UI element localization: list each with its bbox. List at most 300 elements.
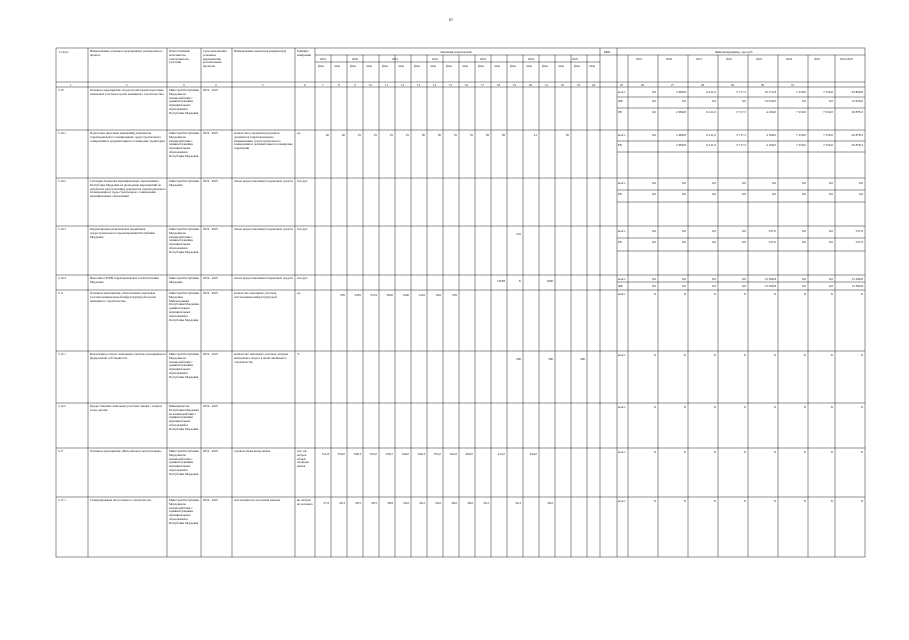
kbk-source: всего xyxy=(618,181,626,185)
col-number: 21 xyxy=(545,83,548,87)
finance-value: X xyxy=(713,292,716,296)
row-executor: Минстрой Республики Мордовия во взаимодействии с администрациями муниципальных образований в Республике Мордовия xyxy=(169,499,199,525)
kbk-source: РБ xyxy=(618,110,622,114)
finance-value: 0,0 xyxy=(651,99,656,103)
indicator-value: 1000 xyxy=(546,279,553,283)
row-term: 2019 - 2025 xyxy=(203,89,218,92)
row-unit: ед. xyxy=(297,132,301,135)
row-unit: % xyxy=(297,353,300,356)
kbk-source: всего xyxy=(618,353,626,357)
finance-value: 0,0 xyxy=(801,99,806,103)
indicator-value: 29,0 xyxy=(403,501,409,505)
header-finance: Финансирование, тыс.руб. xyxy=(715,50,754,54)
col-number: 12 xyxy=(401,83,404,87)
col-number: 10 xyxy=(369,83,372,87)
indicator-value: X xyxy=(518,279,521,283)
col-number: 30 xyxy=(761,83,764,87)
finance-value: 537,0 xyxy=(768,240,776,244)
sub-plan: план xyxy=(462,64,469,68)
row-term: 2019 - 2025 xyxy=(203,499,218,502)
sub-plan: план xyxy=(558,64,565,68)
col-number: 26 xyxy=(641,83,644,87)
indicator-value: 30,0 xyxy=(451,501,457,505)
indicator-value: 30 xyxy=(421,133,425,137)
kbk-source: всего xyxy=(618,450,626,454)
finance-value: 0,0 xyxy=(651,284,656,288)
kbk-source: всего xyxy=(618,133,626,137)
row-name: Основное мероприятие «Ввод жилья в эксплуатацию» xyxy=(90,450,162,453)
year-label: 2020 xyxy=(352,57,358,61)
finance-value: X xyxy=(830,405,833,409)
finance-value: 6 411,0 xyxy=(706,110,716,114)
finance-value: 0,0 xyxy=(711,284,716,288)
sub-fact: факт xyxy=(510,64,517,68)
year-label: 2019 xyxy=(320,57,326,61)
finance-value: X xyxy=(743,292,746,296)
row-unit: тыс.руб. xyxy=(297,228,308,231)
row-code: 5.10 xyxy=(58,89,64,92)
finance-value: X xyxy=(830,499,833,503)
finance-value: 4 169,0 xyxy=(766,110,776,114)
finance-value: 0,0 xyxy=(741,240,746,244)
finance-value: 0,0 xyxy=(858,192,863,196)
finance-value: 13 366,8 xyxy=(764,277,776,281)
indicator-value: 25 xyxy=(357,133,361,137)
finance-value: 0,0 xyxy=(801,192,806,196)
finance-value: 0,0 xyxy=(711,240,716,244)
row-indicator: объем предоставленных бюджетных средств xyxy=(234,180,293,183)
sub-fact: факт xyxy=(574,64,581,68)
finance-value: X xyxy=(830,450,833,454)
indicator-value: 434,0 xyxy=(529,452,537,456)
finance-value: 7 250,0 xyxy=(796,133,806,137)
indicator-value: 30,3 xyxy=(515,501,521,505)
finance-value: 13 366,8 xyxy=(851,277,863,281)
row-unit: кв. метров на человека xyxy=(297,499,313,506)
indicator-value: 400,0 xyxy=(465,452,473,456)
sub-plan: план xyxy=(334,64,341,68)
sub-fact: факт xyxy=(414,64,421,68)
finance-value: 0,0 xyxy=(711,229,716,233)
finance-value: X xyxy=(713,499,716,503)
sub-fact: факт xyxy=(350,64,357,68)
row-name: Внесение в ЕГРН территориальных зон Республики Мордовия xyxy=(90,277,159,284)
finance-value: 7 250,0 xyxy=(823,110,833,114)
sub-fact: факт xyxy=(478,64,485,68)
row-term: 2019 - 2025 xyxy=(203,405,218,408)
indicator-value: 340,0 xyxy=(401,452,409,456)
finance-value: 0,0 xyxy=(828,229,833,233)
finance-value: X xyxy=(803,405,806,409)
finance-value: 0,0 xyxy=(828,99,833,103)
row-unit: тыс.руб. xyxy=(297,180,308,183)
col-number: 18 xyxy=(497,83,500,87)
indicator-value: 30 xyxy=(437,133,441,137)
finance-value: 0,0 xyxy=(681,229,686,233)
fin-year: 2019 xyxy=(636,57,642,61)
col-number: 15 xyxy=(449,83,452,87)
finance-value: 6 411,0 xyxy=(706,133,716,137)
finance-value: 7 250,0 xyxy=(796,90,806,94)
finance-value: 13 366,8 xyxy=(764,284,776,288)
header-name: Наименование основного мероприятия, регионального проекта xyxy=(90,50,163,57)
year-label: 2022 xyxy=(432,57,438,61)
sub-fact: факт xyxy=(318,64,325,68)
row-indicator: количество (совокупное) проектов документов территориального планирования, градостроительного зонирования и документации по планировке территории xyxy=(234,132,293,151)
finance-value: 3 717,5 xyxy=(736,143,746,147)
finance-value: 0,0 xyxy=(681,99,686,103)
indicator-value: 2519 xyxy=(370,293,377,297)
indicator-value: 1240 xyxy=(402,293,409,297)
fin-year: 2021 xyxy=(696,57,702,61)
finance-value: 0,0 xyxy=(651,192,656,196)
finance-value: 537,0 xyxy=(855,229,863,233)
row-term: 2019 - 2025 xyxy=(203,132,218,135)
kbk-source: всего xyxy=(618,277,626,281)
finance-value: 0,0 xyxy=(741,277,746,281)
indicator-value: 28,5 xyxy=(355,501,361,505)
sub-fact: факт xyxy=(542,64,549,68)
indicator-value: 510 xyxy=(516,232,521,236)
indicator-value: 38 xyxy=(485,133,489,137)
row-indicator: объем предоставленных бюджетных средств xyxy=(234,228,293,231)
finance-value: 0,0 xyxy=(651,90,656,94)
finance-value: X xyxy=(653,405,656,409)
indicator-value: 355,0 xyxy=(433,452,441,456)
finance-value: 3 717,5 xyxy=(736,133,746,137)
col-number: 25 xyxy=(620,83,623,87)
finance-value: X xyxy=(830,292,833,296)
row-executor: Минстрой Республики Мордовия xyxy=(169,277,199,284)
row-executor: Минимущество Республики Мордовия во взаимодействии с администрациями муниципальных образований в Республике Мордовия xyxy=(169,405,199,431)
finance-value: 7 250,0 xyxy=(796,143,806,147)
header-targets: Значения показателей xyxy=(440,50,472,54)
indicator-value: 25 xyxy=(389,133,393,137)
indicator-value: 28,8 xyxy=(387,501,393,505)
finance-value: 0,0 xyxy=(771,181,776,185)
row-term: 2019 - 2025 xyxy=(203,450,218,453)
row-code: 5.17 xyxy=(58,450,64,453)
indicator-value: 311,8 xyxy=(321,452,329,456)
finance-value: 0,0 xyxy=(741,284,746,288)
finance-value: 0,0 xyxy=(711,277,716,281)
finance-value: 0,0 xyxy=(681,181,686,185)
row-executor: Минстрой Республики Мордовия во взаимодействии с администрациями муниципальных образований в Республике Мордовия xyxy=(169,132,199,158)
row-executor: Минстрой Республики Мордовия, Минэкономики Республики Мордовия, администрации муниципальных образований в Республике Мордовия xyxy=(169,292,200,322)
finance-value: X xyxy=(773,353,776,357)
finance-value: 0,0 xyxy=(741,229,746,233)
finance-value: 7 250,0 xyxy=(823,143,833,147)
indicator-value: 342,6 xyxy=(449,452,457,456)
finance-value: X xyxy=(683,292,686,296)
indicator-value: 400 xyxy=(580,357,585,361)
col-number: 5 xyxy=(262,83,264,87)
finance-value: X xyxy=(803,499,806,503)
indicator-value: 29,6 xyxy=(435,501,441,505)
row-name: Предоставление земельных участков семьям с тремя и более детьми xyxy=(90,405,163,412)
finance-value: 6 411,0 xyxy=(706,90,716,94)
indicator-value: 325,0 xyxy=(369,452,377,456)
sub-fact: факт xyxy=(446,64,453,68)
finance-value: 0,0 xyxy=(681,192,686,196)
finance-value: 0,0 xyxy=(711,181,716,185)
finance-value: 0,0 xyxy=(651,229,656,233)
indicator-value: 25 xyxy=(373,133,377,137)
col-number: 7 xyxy=(322,83,324,87)
header-executor: Ответственный исполнитель, соисполнитель, участник xyxy=(169,50,190,65)
row-code: 5.12.2 xyxy=(58,405,66,408)
finance-value: X xyxy=(743,450,746,454)
finance-value: 2 980,8 xyxy=(676,110,686,114)
col-number: 16 xyxy=(465,83,468,87)
kbk-source: ФБ xyxy=(618,99,623,103)
header-unit: Единица измерения xyxy=(297,50,311,57)
finance-value: X xyxy=(860,292,863,296)
row-term: 2019 - 2025 xyxy=(203,353,218,356)
sub-plan: план xyxy=(494,64,501,68)
finance-value: X xyxy=(653,292,656,296)
finance-value: 0,0 xyxy=(801,181,806,185)
indicator-value: 30,0 xyxy=(467,501,473,505)
finance-value: X xyxy=(713,405,716,409)
finance-value: X xyxy=(803,292,806,296)
row-term: 2019 - 2025 xyxy=(203,228,218,231)
year-label: 2024 xyxy=(528,57,534,61)
finance-value: X xyxy=(653,499,656,503)
col-number: 14 xyxy=(433,83,436,87)
col-number: 11 xyxy=(385,83,388,87)
finance-value: 0,0 xyxy=(828,277,833,281)
finance-value: 0,0 xyxy=(828,240,833,244)
finance-value: 0,0 xyxy=(681,284,686,288)
row-executor: Минстрой Республики Мордовия xyxy=(169,180,199,187)
finance-value: 537,0 xyxy=(855,240,863,244)
indicator-value: 29,2 xyxy=(419,501,425,505)
finance-value: X xyxy=(683,499,686,503)
col-number: 17 xyxy=(481,83,484,87)
row-unit: тыс.руб. xyxy=(297,277,308,280)
col-number: 31 xyxy=(791,83,794,87)
finance-value: 0,0 xyxy=(681,240,686,244)
sub-plan: план xyxy=(526,64,533,68)
finance-value: X xyxy=(803,353,806,357)
indicator-value: 2295 xyxy=(354,293,361,297)
row-name: Основное мероприятие «Градостроительная подготовка земельных участков в целях жилищного строительства» xyxy=(90,89,165,96)
indicator-value: 28,3 xyxy=(339,501,345,505)
finance-value: X xyxy=(683,450,686,454)
finance-value: 13 366,8 xyxy=(851,284,863,288)
row-name: Основное мероприятие «Обеспечение земельных участков коммунальной инфраструктурой в целях жилищного строительства» xyxy=(90,292,156,303)
row-name: Корректировка региональных нормативов градостроительного проектирования Республики Мордовия xyxy=(90,228,155,239)
finance-value: X xyxy=(653,353,656,357)
row-name: Субсидии бюджетам муниципальных образований в Республике Мордовия на проведение мероприятий по разработке (актуализации) документов территориального планирования и градостроительного зонирования муниципальных образований xyxy=(90,180,166,199)
row-code: 5.17.1 xyxy=(58,499,66,502)
finance-value: X xyxy=(743,405,746,409)
col-number: 4 xyxy=(215,83,217,87)
finance-value: 10 172,8 xyxy=(764,90,776,94)
finance-value: 0,0 xyxy=(771,192,776,196)
col-number: 19 xyxy=(513,83,516,87)
indicator-value: 25 xyxy=(405,133,409,137)
col-number: 9 xyxy=(354,83,356,87)
header-kbk: КБК xyxy=(604,50,611,54)
fin-year: 2019-2025 xyxy=(840,57,853,61)
row-executor: Минстрой Республики Мордовия во взаимодействии с администрациями муниципальных образований в Республике Мордовия xyxy=(169,228,199,254)
finance-value: X xyxy=(683,353,686,357)
col-number: 20 xyxy=(529,83,532,87)
page-number: 61 xyxy=(449,17,453,22)
finance-value: X xyxy=(713,353,716,357)
sub-plan: план xyxy=(589,64,596,68)
finance-value: 13 920,0 xyxy=(851,99,863,103)
finance-value: X xyxy=(860,450,863,454)
row-name: Стимулирование малоэтажного строительства xyxy=(90,499,152,502)
col-number: 1 xyxy=(70,83,72,87)
indicator-value: 13058 xyxy=(496,279,505,283)
col-number: 3 xyxy=(183,83,185,87)
finance-value: X xyxy=(773,405,776,409)
finance-value: 0,0 xyxy=(858,181,863,185)
finance-value: X xyxy=(653,450,656,454)
row-indicator: объем предоставленных бюджетных средств xyxy=(234,277,293,280)
finance-value: 43 800,8 xyxy=(851,90,863,94)
row-name: Вовлечение в оборот земельных участков, находящихся в федеральной собственности xyxy=(90,353,166,360)
fin-year: 2025 xyxy=(814,57,820,61)
indicator-value: 30,2 xyxy=(483,501,489,505)
row-executor: Минстрой Республики Мордовия во взаимодействии с администрациями муниципальных образований в Республике Мордовия xyxy=(169,89,199,115)
finance-value: 0,0 xyxy=(711,192,716,196)
indicator-value: 50 xyxy=(565,133,569,137)
finance-value: X xyxy=(713,450,716,454)
finance-value: X xyxy=(683,405,686,409)
row-unit: тыс. кв. метров общей площади жилья xyxy=(297,450,309,469)
finance-value: 537,0 xyxy=(768,229,776,233)
finance-value: 0,0 xyxy=(801,229,806,233)
col-number: 23 xyxy=(577,83,580,87)
col-number: 6 xyxy=(304,83,306,87)
indicator-value: 30,6 xyxy=(547,501,553,505)
row-unit: ед. xyxy=(297,292,301,295)
row-name: Подготовка (внесение изменений) документов территориального планирования, градостроительного зонирования и документации по планировке территории xyxy=(90,132,165,143)
header-indicator: Наименование показателя (индикатора) xyxy=(234,50,287,53)
finance-value: 3 717,5 xyxy=(736,90,746,94)
finance-value: 7 250,0 xyxy=(823,90,833,94)
finance-value: X xyxy=(860,499,863,503)
finance-value: X xyxy=(803,450,806,454)
fin-year: 2020 xyxy=(666,57,672,61)
finance-value: 0,0 xyxy=(651,110,656,114)
indicator-value: 20 xyxy=(325,133,329,137)
finance-value: 13 920,0 xyxy=(764,99,776,103)
indicator-value: 27,8 xyxy=(323,501,329,505)
row-indicator: годовой объем ввода жилья xyxy=(234,450,271,453)
finance-value: 7 250,0 xyxy=(796,110,806,114)
finance-value: 0,0 xyxy=(741,192,746,196)
kbk-source: РБ xyxy=(618,143,622,147)
finance-value: X xyxy=(830,353,833,357)
indicator-value: 35 xyxy=(453,133,457,137)
fin-year: 2024 xyxy=(786,57,792,61)
row-code: 5.12.1 xyxy=(58,353,66,356)
row-code: 5.10.1 xyxy=(58,132,66,135)
header-status: Статус xyxy=(59,50,69,54)
row-code: 5.10.3 xyxy=(58,228,66,231)
kbk-source: всего xyxy=(618,90,626,94)
finance-value: X xyxy=(773,499,776,503)
row-executor: Минстрой Республики Мордовия во взаимодействии с администрациями муниципальных образований в Республике Мордовия xyxy=(169,450,199,476)
kbk-source: РБ xyxy=(618,192,622,196)
indicator-value: 41 xyxy=(533,133,537,137)
indicator-value: 28,5 xyxy=(371,501,377,505)
indicator-value: 326,5 xyxy=(385,452,393,456)
indicator-value: 1242 xyxy=(418,293,425,297)
fin-year: 2022 xyxy=(726,57,732,61)
indicator-value: 902 xyxy=(436,293,441,297)
col-number: 8 xyxy=(338,83,340,87)
col-number: 28 xyxy=(701,83,704,87)
row-term: 2019 - 2025 xyxy=(203,292,218,295)
finance-value: 2 980,8 xyxy=(676,133,686,137)
year-label: 2025 xyxy=(572,57,578,61)
col-number: 13 xyxy=(417,83,420,87)
sub-plan: план xyxy=(366,64,373,68)
finance-value: 29 878,3 xyxy=(851,133,863,137)
sub-fact: факт xyxy=(382,64,389,68)
indicator-value: 348,3 xyxy=(353,452,361,456)
row-indicator: обеспеченность населения жильем xyxy=(234,499,280,502)
row-term: 2019 - 2025 xyxy=(203,277,218,280)
sub-plan: план xyxy=(398,64,405,68)
header-term: Срок выполнения основных мероприятий, региональных проектов xyxy=(203,50,227,69)
indicator-value: 3020 xyxy=(386,293,393,297)
finance-value: 0,0 xyxy=(828,192,833,196)
finance-value: 0,0 xyxy=(801,277,806,281)
row-code: 5.10.2 xyxy=(58,180,66,183)
row-indicator: количество земельных участков, которые вовлечены в оборот в целях жилищного строительства xyxy=(234,353,289,364)
col-number: 22 xyxy=(561,83,564,87)
finance-value: 0,0 xyxy=(801,284,806,288)
row-code: 5.11 xyxy=(58,292,64,295)
finance-value: X xyxy=(743,353,746,357)
fin-year: 2023 xyxy=(756,57,762,61)
finance-value: 4 169,0 xyxy=(766,143,776,147)
finance-value: 0,0 xyxy=(681,277,686,281)
finance-value: 0,0 xyxy=(651,181,656,185)
finance-value: 3 717,5 xyxy=(736,110,746,114)
finance-value: 0,0 xyxy=(801,240,806,244)
finance-value: 2 980,8 xyxy=(676,143,686,147)
finance-value: 0,0 xyxy=(741,99,746,103)
indicator-value: 35 xyxy=(469,133,473,137)
indicator-value: 350,0 xyxy=(337,452,345,456)
finance-value: 0,0 xyxy=(711,99,716,103)
year-label: 2023 xyxy=(480,57,486,61)
finance-value: 0,0 xyxy=(741,181,746,185)
finance-value: X xyxy=(773,450,776,454)
indicator-value: 300 xyxy=(548,357,553,361)
finance-value: 6 411,0 xyxy=(706,143,716,147)
kbk-source: всего xyxy=(618,499,626,503)
row-indicator: количество земельных участков, обеспеченных инфраструктурой xyxy=(234,292,277,299)
year-label: 2021 xyxy=(392,57,398,61)
finance-value: X xyxy=(860,353,863,357)
finance-value: 0,0 xyxy=(828,181,833,185)
col-number: 29 xyxy=(731,83,734,87)
finance-value: 7 250,0 xyxy=(823,133,833,137)
kbk-source: всего xyxy=(618,292,626,296)
indicator-value: 415,0 xyxy=(497,452,505,456)
finance-value: 2 980,8 xyxy=(676,90,686,94)
